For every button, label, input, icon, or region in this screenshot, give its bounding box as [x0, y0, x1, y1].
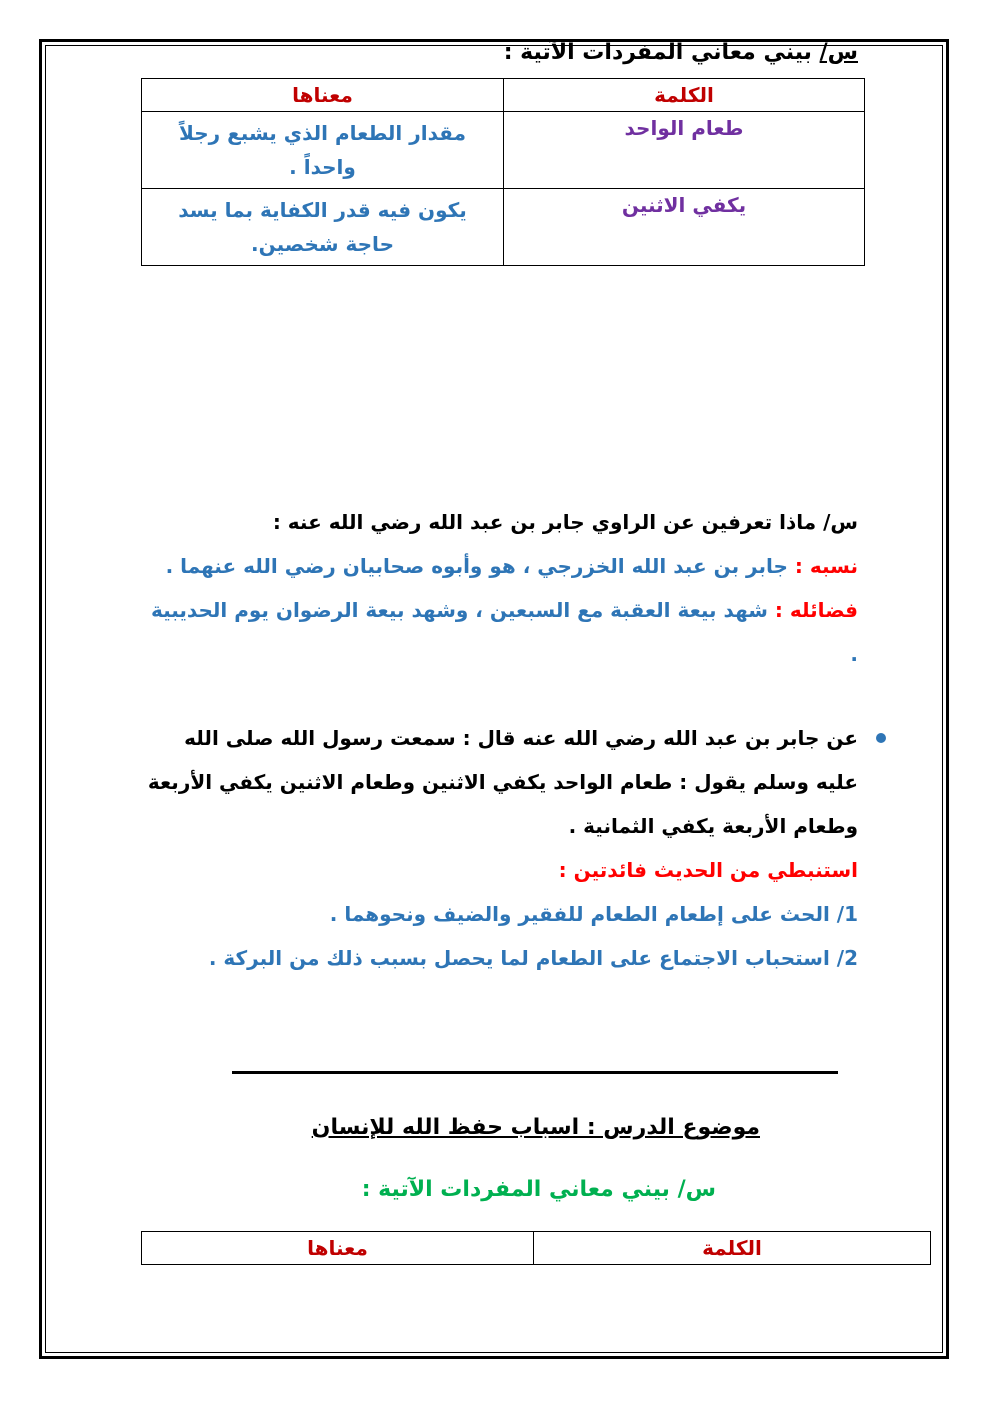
- virtues-paragraph: [138, 588, 858, 676]
- hadith-section: [138, 716, 858, 980]
- hadith-text: عن جابر بن عبد الله رضي الله عنه قال : سمعت رسول الله صلى الله عليه وسلم يقول : طعام الواحد يكفي الاثنين وطعام الاثنين يكفي الأربعة وطعام الأربعة يكفي الثمانية .: [147, 726, 858, 838]
- narrator-section: [138, 500, 858, 676]
- separator-line: [232, 1071, 838, 1074]
- section1-question-text: بيني معاني المفردات الآتية :: [503, 40, 820, 65]
- benefits-prompt: استنبطي من الحديث فائدتين :: [558, 858, 858, 882]
- lineage-paragraph: [138, 544, 858, 588]
- vocabulary-table-2: [141, 1231, 931, 1265]
- bullet-icon: [876, 733, 886, 743]
- table-row: [142, 189, 865, 266]
- word-cell: يكفي الاثنين: [504, 189, 865, 266]
- lineage-text: جابر بن عبد الله الخزرجي ، هو وأبوه صحابيان رضي الله عنهما .: [165, 554, 795, 578]
- virtues-label: فضائله :: [774, 598, 858, 622]
- table-row: [142, 112, 865, 189]
- header-meaning: معناها: [142, 1232, 534, 1265]
- section1-question: [504, 40, 858, 66]
- lesson-topic: موضوع الدرس : اسباب حفظ الله للإنسان: [311, 1115, 760, 1140]
- section1-question-prefix: س/: [819, 40, 858, 65]
- virtues-text: شهد بيعة العقبة مع السبعين ، وشهد بيعة الرضوان يوم الحديبية .: [150, 598, 858, 666]
- table-header-row: [142, 79, 865, 112]
- table-header-row: [142, 1232, 931, 1265]
- header-meaning: معناها: [142, 79, 504, 112]
- meaning-cell: مقدار الطعام الذي يشبع رجلاً واحداً .: [142, 112, 504, 189]
- lesson-question: س/ بيني معاني المفردات الآتية :: [361, 1177, 716, 1202]
- meaning-cell: يكون فيه قدر الكفاية بما يسد حاجة شخصين.: [142, 189, 504, 266]
- narrator-question: س/ ماذا تعرفين عن الراوي جابر بن عبد الله رضي الله عنه :: [272, 510, 858, 534]
- benefit-2: 2/ استحباب الاجتماع على الطعام لما يحصل بسبب ذلك من البركة .: [208, 946, 858, 970]
- lineage-label: نسبه :: [794, 554, 858, 578]
- header-word: الكلمة: [534, 1232, 931, 1265]
- word-cell: طعام الواحد: [504, 112, 865, 189]
- vocabulary-table-1: [141, 78, 865, 266]
- header-word: الكلمة: [504, 79, 865, 112]
- benefit-1: 1/ الحث على إطعام الطعام للفقير والضيف ونحوهما .: [329, 902, 858, 926]
